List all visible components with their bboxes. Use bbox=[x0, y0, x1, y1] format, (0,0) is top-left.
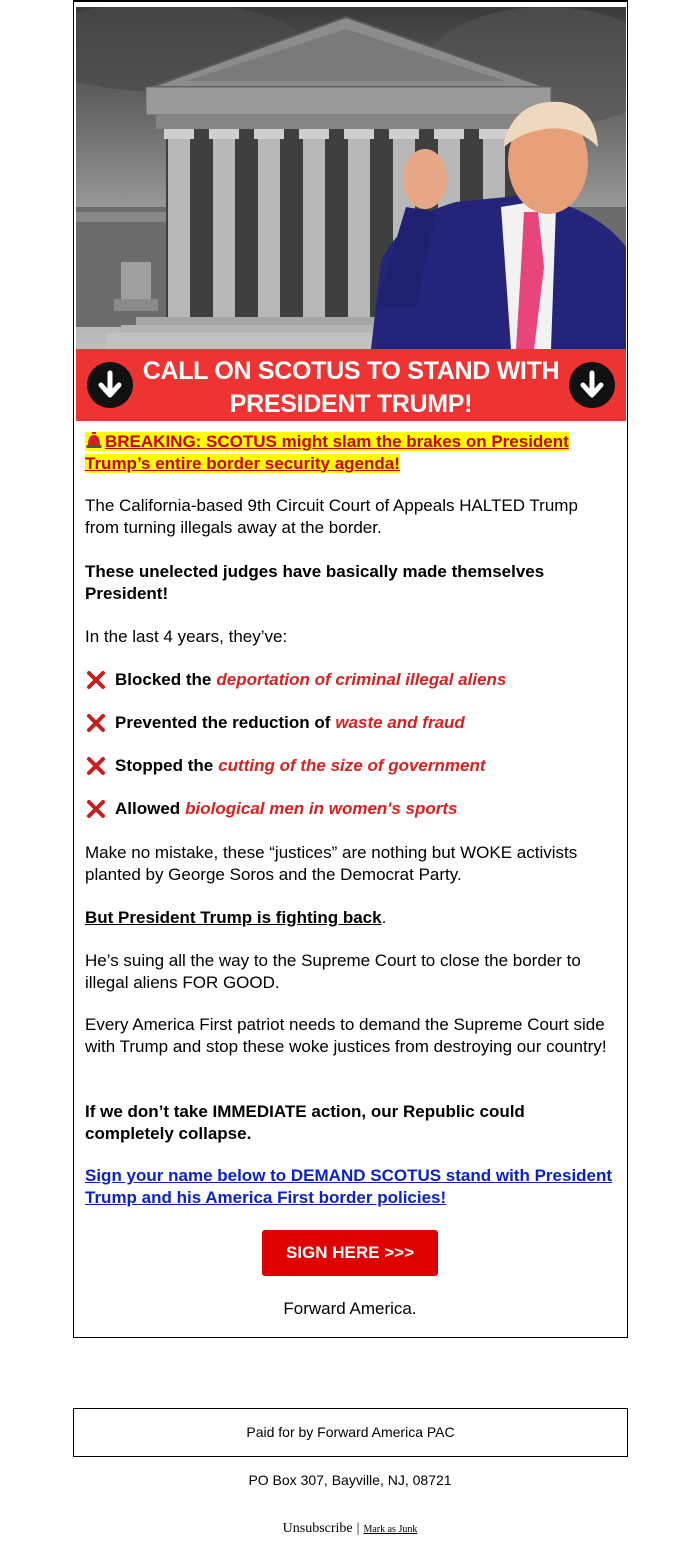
breaking-headline[interactable] bbox=[85, 431, 615, 474]
cross-mark-icon bbox=[85, 669, 107, 691]
paragraph bbox=[85, 907, 615, 929]
bullet-item bbox=[85, 755, 615, 777]
bullet-item bbox=[85, 712, 615, 734]
paragraph-bold: If we don’t take IMMEDIATE action, our Republic could completely collapse. bbox=[85, 1102, 525, 1143]
paragraph-bold: These unelected judges have basically made themselves President! bbox=[85, 562, 545, 603]
headline-banner bbox=[76, 349, 626, 421]
bullet-emphasis: biological men in women's sports bbox=[185, 799, 458, 819]
cross-mark-icon bbox=[85, 798, 107, 820]
mailing-address: PO Box 307, Bayville, NJ, 08721 bbox=[248, 1472, 452, 1488]
separator: | bbox=[356, 1521, 360, 1536]
paragraph: In the last 4 years, they’ve: bbox=[85, 627, 288, 646]
unsubscribe-link[interactable]: Unsubscribe bbox=[282, 1521, 353, 1536]
arrow-down-icon bbox=[87, 362, 133, 408]
sign-here-button[interactable]: SIGN HERE >>> bbox=[262, 1230, 438, 1276]
bullet-emphasis: cutting of the size of government bbox=[218, 756, 486, 776]
paragraph: He’s suing all the way to the Supreme Court to close the border to illegal aliens FOR GOOD. bbox=[85, 951, 581, 992]
cta-paragraph bbox=[85, 1165, 615, 1208]
cross-mark-icon bbox=[85, 755, 107, 777]
bullet-lead: Stopped the bbox=[115, 756, 214, 776]
cross-mark-icon bbox=[85, 712, 107, 734]
arrow-down-icon bbox=[569, 362, 615, 408]
period: . bbox=[381, 908, 387, 927]
breaking-text: BREAKING: SCOTUS might slam the brakes on President Trump’s entire border security agenda! bbox=[85, 432, 569, 473]
bullet-lead: Prevented the reduction of bbox=[115, 713, 331, 733]
bullet-emphasis: waste and fraud bbox=[335, 713, 465, 733]
banner-title: CALL ON SCOTUS TO STAND WITH PRESIDENT TRUMP! bbox=[142, 357, 560, 418]
bullet-emphasis: deportation of criminal illegal aliens bbox=[216, 670, 507, 690]
bullet-lead: Blocked the bbox=[115, 670, 212, 690]
bullet-item bbox=[85, 669, 615, 691]
email-card bbox=[73, 0, 628, 1338]
sign-petition-link[interactable]: Sign your name below to DEMAND SCOTUS stand with President Trump and his America First border policies! bbox=[85, 1166, 613, 1207]
siren-icon bbox=[85, 431, 103, 449]
bullet-lead: Allowed bbox=[115, 799, 181, 819]
underlined-statement: But President Trump is fighting back bbox=[85, 908, 382, 927]
footer-links bbox=[0, 1521, 700, 1537]
paragraph: The California-based 9th Circuit Court of Appeals HALTED Trump from turning illegals away at the border. bbox=[85, 496, 578, 537]
hero-image bbox=[76, 7, 626, 349]
paragraph: Make no mistake, these “justices” are nothing but WOKE activists planted by George Soros and the Democrat Party. bbox=[85, 843, 578, 884]
sign-off: Forward America. bbox=[283, 1299, 417, 1318]
mark-as-junk-link[interactable]: Mark as Junk bbox=[363, 1524, 418, 1535]
paid-for-disclaimer: Paid for by Forward America PAC bbox=[73, 1408, 628, 1457]
paragraph: Every America First patriot needs to demand the Supreme Court side with Trump and stop these woke justices from destroying our country! bbox=[85, 1015, 607, 1056]
bullet-item bbox=[85, 798, 615, 820]
